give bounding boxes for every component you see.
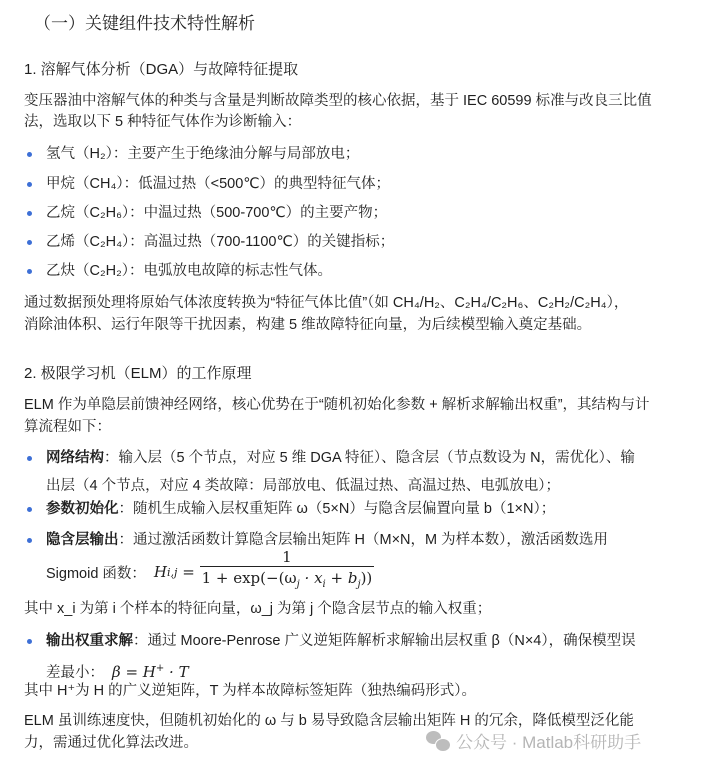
list-item: [24, 444, 684, 500]
formula-part: j: [357, 579, 361, 590]
formula-part: )): [360, 569, 373, 587]
item-text: 差最小：: [46, 665, 104, 681]
sigmoid-formula: [154, 548, 374, 596]
formula-part: H: [153, 563, 168, 581]
formula-part: · x: [299, 569, 323, 587]
dga-intro-2: 法，选取以下 5 种特征气体作为诊断输入：: [24, 114, 302, 130]
item-text: 乙烷（C₂H₆）：中温过热（500-700℃）的主要产物；: [46, 205, 388, 221]
heading-dga: 1. 溶解气体分析（DGA）与故障特征提取: [24, 61, 299, 78]
watermark-text: 公众号 · Matlab科研助手: [456, 733, 642, 752]
item-text: ：随机生成输入层权重矩阵 ω（5×N）与隐含层偏置向量 b（1×N）；: [118, 501, 556, 517]
item-bold: 参数初始化: [46, 501, 119, 517]
formula-part: · T: [164, 663, 189, 681]
heading-elm: 2. 极限学习机（ELM）的工作原理: [24, 365, 252, 382]
list-item: [24, 495, 684, 523]
list-item: [24, 170, 684, 198]
list-item: [24, 257, 684, 285]
bullet-icon: [27, 456, 32, 461]
item-text: Sigmoid 函数：: [46, 565, 146, 582]
item-text: 乙炔（C₂H₂）：电弧放电故障的标志性气体。: [46, 263, 332, 279]
item-text: ：通过 Moore-Penrose 广义逆矩阵解析求解输出层权重 β（N×4），确保模型误: [133, 633, 636, 649]
final-2: 力，需通过优化算法改进。: [24, 735, 198, 751]
note-1: 其中 x_i 为第 i 个样本的特征向量，ω_j 为第 j 个隐含层节点的输入权重；: [24, 601, 492, 617]
dga-intro-1: 变压器油中溶解气体的种类与含量是判断故障类型的核心依据，基于 IEC 60599 标准与改良三比值: [24, 93, 652, 109]
formula-part: 1 + exp(−(ω: [201, 569, 297, 587]
item-bold: 隐含层输出: [46, 532, 119, 548]
bullet-icon: [27, 152, 32, 157]
item-text: 甲烷（CH₄）：低温过热（<500℃）的典型特征气体；: [46, 176, 391, 192]
formula-part: j: [296, 579, 300, 590]
item-text: 氢气（H₂）：主要产生于绝缘油分解与局部放电；: [46, 146, 360, 162]
list-item: [24, 140, 684, 168]
bullet-icon: [27, 269, 32, 274]
formula-part: β = H: [112, 663, 156, 681]
note-2: 其中 H⁺为 H 的广义逆矩阵，T 为样本故障标签矩阵（独热编码形式）。: [24, 683, 477, 699]
bullet-icon: [27, 211, 32, 216]
bullet-icon: [27, 240, 32, 245]
item-text: 乙烯（C₂H₄）：高温过热（700-1100℃）的关键指标；: [46, 234, 395, 250]
item-text: ：输入层（5 个节点，对应 5 维 DGA 特征）、隐含层（节点数设为 N，需优化）、输: [104, 450, 635, 466]
sigmoid-line: [46, 548, 374, 596]
bullet-icon: [27, 507, 32, 512]
elm-intro-1: ELM 作为单隐层前馈神经网络，核心优势在于“随机初始化参数 + 解析求解输出权重”，其结构与计: [24, 397, 650, 413]
elm-intro-2: 算流程如下：: [24, 419, 111, 435]
item-bold: 输出权重求解: [46, 633, 133, 649]
dga-outro-1: 通过数据预处理将原始气体浓度转换为“特征气体比值”（如 CH₄/H₂、C₂H₄/C₂H₆、C₂H₂/C₂H₄），: [24, 295, 629, 311]
item-text: 出层（4 个节点，对应 4 类故障：局部放电、低温过热、高温过热、电弧放电）；: [46, 478, 560, 494]
list-item: [24, 199, 684, 227]
formula-part: i: [322, 579, 326, 590]
bullet-icon: [27, 639, 32, 644]
item-bold: 网络结构: [46, 450, 104, 466]
fraction: [200, 548, 375, 596]
formula-part: i,j: [167, 565, 178, 579]
wechat-icon: [426, 731, 450, 751]
denominator: [200, 566, 375, 596]
formula-part: =: [177, 563, 200, 581]
section-title: （一）关键组件技术特性解析: [34, 14, 255, 33]
numerator: 1: [282, 548, 292, 566]
bullet-icon: [27, 182, 32, 187]
dga-outro-2: 消除油体积、运行年限等干扰因素，构建 5 维故障特征向量，为后续模型输入奠定基础。: [24, 317, 592, 333]
bullet-icon: [27, 538, 32, 543]
formula-part: +: [155, 663, 165, 674]
formula-part: + b: [325, 569, 358, 587]
watermark: [426, 728, 641, 753]
item-text: ：通过激活函数计算隐含层输出矩阵 H（M×N，M 为样本数），激活函数选用: [118, 532, 608, 548]
list-item: [24, 228, 684, 256]
final-1: ELM 虽训练速度快，但随机初始化的 ω 与 b 易导致隐含层输出矩阵 H 的冗余，降低模型泛化能: [24, 713, 634, 729]
